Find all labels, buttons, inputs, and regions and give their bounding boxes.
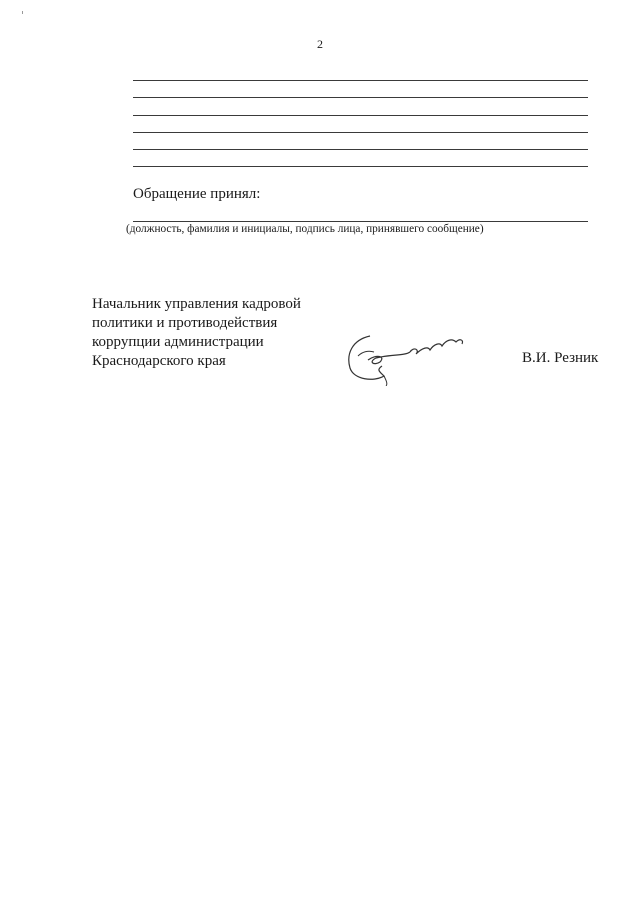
blank-line	[133, 166, 588, 167]
accepted-signature-line	[133, 221, 588, 222]
position-line: политики и противодействия	[92, 315, 278, 331]
blank-line	[133, 97, 588, 98]
blank-line	[133, 80, 588, 81]
scan-mark	[22, 11, 23, 14]
position-line: Краснодарского края	[92, 353, 226, 369]
position-line: Начальник управления кадровой	[92, 296, 301, 312]
handwritten-signature	[340, 326, 470, 386]
signer-name: В.И. Резник	[522, 350, 599, 366]
page-number: 2	[317, 37, 323, 51]
position-line: коррупции администрации	[92, 334, 264, 350]
blank-line	[133, 115, 588, 116]
blank-line	[133, 132, 588, 133]
signatory-position	[92, 295, 301, 371]
accepted-label: Обращение принял:	[133, 186, 261, 202]
blank-line	[133, 149, 588, 150]
accepted-caption: (должность, фамилия и инициалы, подпись лица, принявшего сообщение)	[126, 223, 484, 235]
